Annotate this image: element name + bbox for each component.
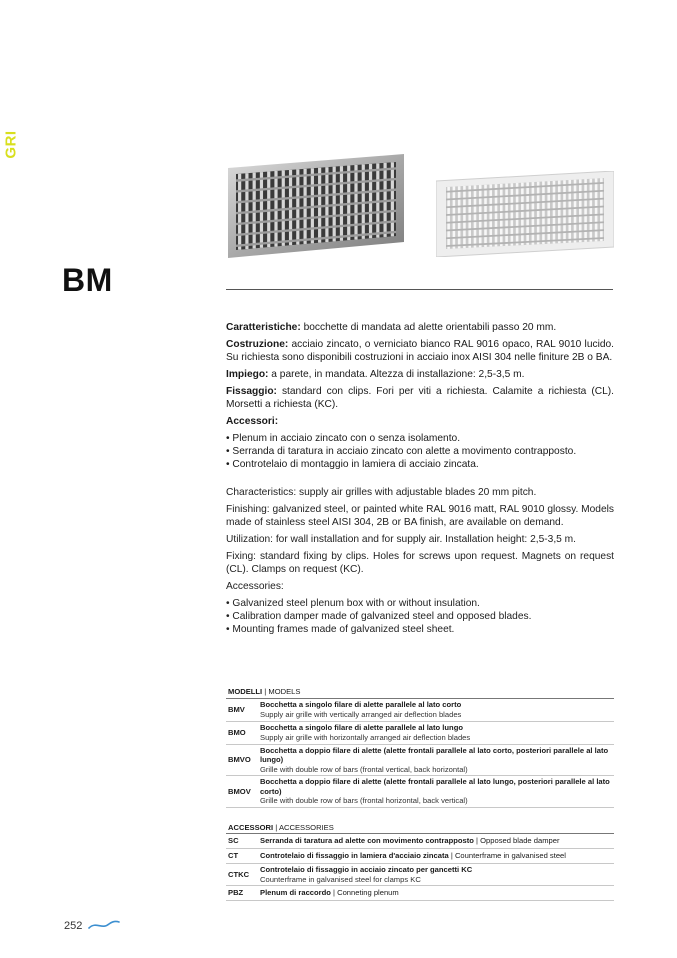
list-item: • Calibration damper made of galvanized steel and opposed blades. [226, 610, 614, 623]
characteristics: Characteristics: supply air grilles with adjustable blades 20 mm pitch. [226, 487, 537, 498]
models-table [226, 686, 614, 808]
list-item: • Mounting frames made of galvanized steel sheet. [226, 623, 614, 636]
wave-logo-icon [88, 918, 120, 932]
accessori-list [226, 432, 614, 471]
product-title: BM [62, 262, 113, 298]
list-item: • Serranda di taratura in acciaio zincato con alette a movimento contrapposto. [226, 445, 614, 458]
table-header: MODELLI | MODELS [226, 686, 614, 698]
table-row: CTKC Controtelaio di fissaggio in acciaio zincato per gancetti KC Counterframe in galvanised steel for clamps KC [226, 864, 614, 886]
impiego: Impiego: a parete, in mandata. Altezza di installazione: 2,5-3,5 m. [226, 369, 525, 380]
page-number: 252 [64, 920, 83, 932]
section-tab-label: GRI [2, 130, 20, 159]
accessories-table [226, 822, 614, 902]
accessories-list [226, 597, 614, 636]
section-tab [3, 128, 29, 158]
finishing: Finishing: galvanized steel, or painted white RAL 9016 matt, RAL 9010 glossy. Models made of stainless steel AISI 304, 2B or BA finish, are available on demand. [226, 504, 614, 528]
utilization: Utilization: for wall installation and for supply air. Installation height: 2,5-3,5 m. [226, 534, 576, 545]
table-row: BMO Bocchetta a singolo filare di alette parallele al lato lungo Supply air grille with horizontally arranged air deflection blades [226, 721, 614, 744]
english-description [226, 486, 614, 636]
table-row: BMVO Bocchetta a doppio filare di alette (alette frontali parallele al lato corto, posteriori parallele al lato lungo) Grille with double row of bars (frontal vertical, back horizontal) [226, 744, 614, 776]
table-row: PBZ Plenum di raccordo | Conneting plenum [226, 886, 614, 901]
caratteristiche: Caratteristiche: bocchette di mandata ad alette orientabili passo 20 mm. [226, 322, 557, 333]
italian-description [226, 321, 614, 471]
table-header: ACCESSORI | ACCESSORIES [226, 822, 614, 834]
table-row: BMOV Bocchetta a doppio filare di alette (alette frontali parallele al lato lungo, posteriori parallele al lato corto) Grille with double row of bars (frontal horizontal, back vertical) [226, 776, 614, 808]
costruzione: Costruzione: acciaio zincato, o verniciato bianco RAL 9016 opaco, RAL 9010 lucido. Su richiesta sono disponibili costruzioni in acciaio inox AISI 304 nelle finiture 2B o BA. [226, 339, 614, 363]
grille-photo-galvanized [228, 154, 404, 258]
table-row: SC Serranda di taratura ad alette con movimento contrapposto | Opposed blade damper [226, 834, 614, 849]
list-item: • Plenum in acciaio zincato con o senza isolamento. [226, 432, 614, 445]
accessories-title: Accessories: [226, 581, 284, 592]
list-item: • Controtelaio di montaggio in lamiera di acciaio zincata. [226, 458, 614, 471]
list-item: • Galvanized steel plenum box with or without insulation. [226, 597, 614, 610]
fixing: Fixing: standard fixing by clips. Holes for screws upon request. Magnets on request (CL). Clamps on request (KC). [226, 551, 614, 575]
table-row: BMV Bocchetta a singolo filare di alette parallele al lato corto Supply air grille with vertically arranged air deflection blades [226, 698, 614, 721]
divider [226, 289, 613, 290]
grille-photo-white [436, 171, 614, 257]
fissaggio: Fissaggio: standard con clips. Fori per viti a richiesta. Calamite a richiesta (CL). Morsetti a richiesta (KC). [226, 386, 614, 410]
table-row: CT Controtelaio di fissaggio in lamiera d'acciaio zincata | Counterframe in galvanised steel [226, 849, 614, 864]
accessori-title: Accessori: [226, 416, 279, 427]
tables-section [226, 686, 614, 901]
